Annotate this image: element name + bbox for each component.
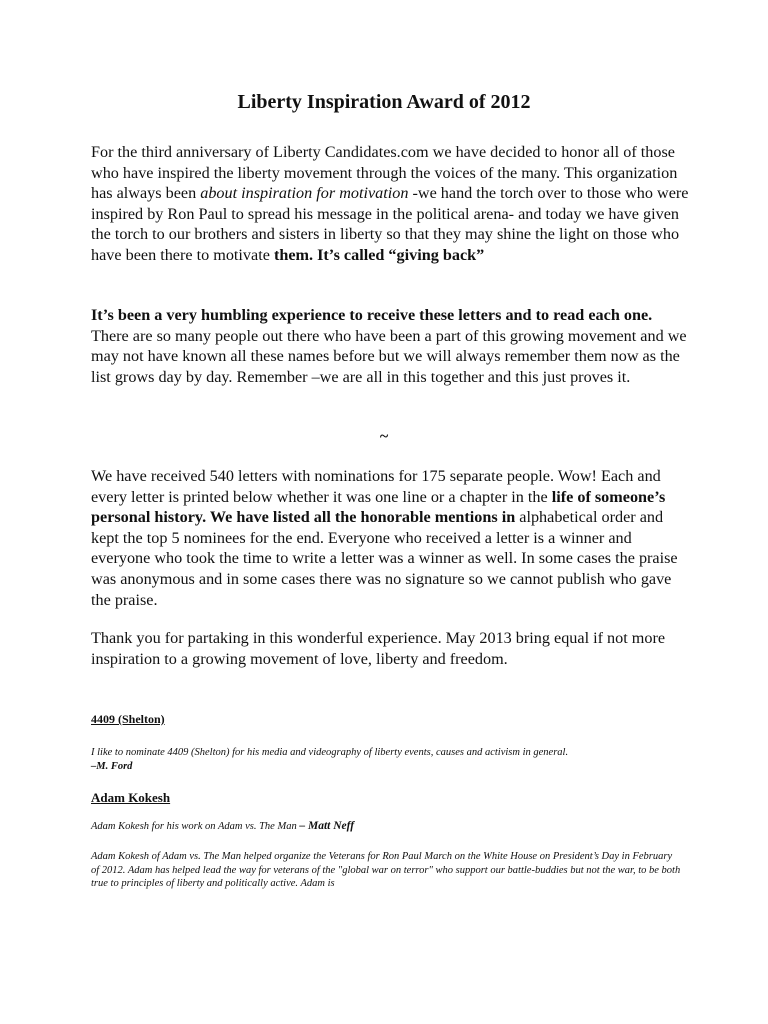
humbling-paragraph xyxy=(91,305,691,387)
letters-bold-phrase: life of someone’s personal history. We have listed all the honorable mentions in xyxy=(91,487,666,527)
letters-paragraph xyxy=(91,466,691,610)
intro-paragraph xyxy=(91,142,691,266)
humbling-bold-sentence: It’s been a very humbling experience to receive these letters and to read each one. xyxy=(91,306,653,324)
nominee-heading: Adam Kokesh xyxy=(91,790,171,805)
nomination-letter xyxy=(91,820,691,834)
intro-text-part1: For the third anniversary of Liberty Candidates.com we have decided to honor all of those who have inspired the liberty movement through the voices of the many. This organization has always been xyxy=(91,143,678,203)
thank-you-paragraph: Thank you for partaking in this wonderful experience. May 2013 bring equal if not more inspiration to a growing movement of love, liberty and freedom. xyxy=(91,629,666,668)
letter-text: Adam Kokesh for his work on Adam vs. The Man xyxy=(91,821,300,832)
letter-text: I like to nominate 4409 (Shelton) for his media and videography of liberty events, causes and activism in general. xyxy=(91,747,569,758)
letters-text-part2: alphabetical order and kept the top 5 nominees for the end. Everyone who received a letter is a winner and everyone who took the time to write a letter was a winner as well. In some cases the praise was anonymous and in some cases there was no signature so we cannot publish who gave the praise. xyxy=(91,508,678,609)
letter-text: Adam Kokesh of Adam vs. The Man helped organize the Veterans for Ron Paul March on the White House on President’s Day in February of 2012. Adam has helped lead the way for veterans of the "global war on terror" who support our battle-buddies but not the war, to be both true to principles of liberty and politically active. Adam is xyxy=(91,851,681,889)
nomination-letter xyxy=(91,746,691,773)
nominee-heading: 4409 (Shelton) xyxy=(91,712,165,726)
letters-text-part1: We have received 540 letters with nominations for 175 separate people. Wow! Each and every letter is printed below whether it was one line or a chapter in the xyxy=(91,467,661,506)
humbling-text: There are so many people out there who have been a part of this growing movement and we may not have known all these names before but we will always remember them now as the list grows day by day. Remember –we are all in this together and this just proves it. xyxy=(91,326,687,386)
intro-bold-ending: them. It’s called “giving back” xyxy=(273,245,485,264)
intro-italic-phrase: about inspiration for motivation xyxy=(200,184,409,203)
letter-signature: –M. Ford xyxy=(91,760,133,772)
document-title: Liberty Inspiration Award of 2012 xyxy=(237,91,531,113)
letter-signature: – Matt Neff xyxy=(299,820,355,832)
intro-text-part2: -we hand the torch over to those who were inspired by Ron Paul to spread his message in the political arena- and today we have given the torch to our brothers and sisters in liberty so that they may shine the light on those who have been there to motivate xyxy=(91,184,689,264)
section-separator: ~ xyxy=(379,428,389,445)
nomination-letter xyxy=(91,850,681,891)
